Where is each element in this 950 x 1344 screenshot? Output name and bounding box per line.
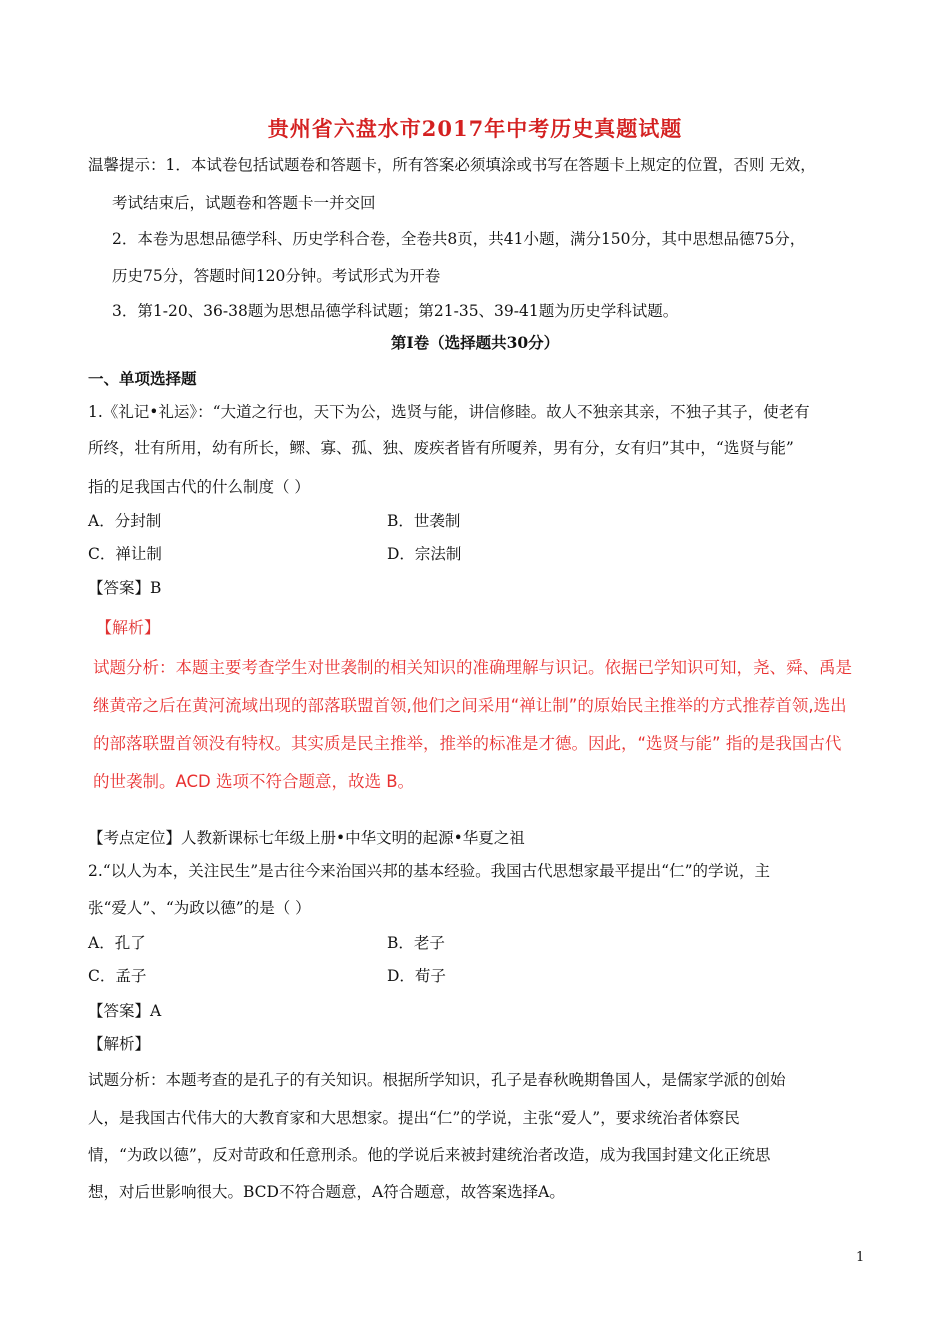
question-1-line: 所终，壮有所用，幼有所长，鳏、寡、孤、独、废疾者皆有所嗄养，男有分，女有归”其中，“选贤与能” xyxy=(88,439,794,457)
question-2-line: 张“爱人”、“为政以德”的是（ ） xyxy=(88,899,311,917)
question-2-line: 2.“以人为本，关注民生”是古往今来治国兴邦的基本经验。我国古代思想家最平提出“仁”的学说，主 xyxy=(88,862,770,880)
question-1-option-b: B．世袭制 xyxy=(387,512,461,530)
question-1-option-a: A．分封制 xyxy=(88,512,162,530)
question-1-answer: 【答案】B xyxy=(88,579,162,597)
question-2-analysis-line: 想，对后世影响很大。BCD不符合题意，A符合题意，故答案选择A。 xyxy=(88,1183,565,1201)
question-2-analysis-label: 【解析】 xyxy=(88,1035,151,1053)
question-2-analysis-line: 情，“为政以德”，反对苛政和任意刑杀。他的学说后来被封建统治者改造，成为我国封建文化正统思 xyxy=(88,1146,771,1164)
question-1-kaodian: 【考点定位】人教新课标七年级上册•中华文明的起源•华夏之祖 xyxy=(88,829,525,847)
question-2-option-c: C．孟子 xyxy=(88,967,147,985)
question-2-option-d: D．荀子 xyxy=(387,967,446,985)
part-title: 一、单项选择题 xyxy=(88,369,197,388)
tip-line: 3．第1-20、36-38题为思想品德学科试题；第21-35、39-41题为历史学科试题。 xyxy=(112,302,679,320)
question-1-option-d: D．宗法制 xyxy=(387,545,462,563)
tip-line: 温馨提示：1．本试卷包括试题卷和答题卡，所有答案必须填涂或书写在答题卡上规定的位置，否则 无效， xyxy=(88,156,816,174)
question-1-analysis-line: 的部落联盟首领没有特权。其实质是民主推举，推举的标准是才德。因此，“选贤与能” 指的是我国古代 xyxy=(93,734,842,753)
tip-line: 考试结束后，试题卷和答题卡一并交回 xyxy=(112,194,376,212)
question-2-option-b: B．老子 xyxy=(387,934,445,952)
question-1-analysis-label: 【解析】 xyxy=(96,618,161,637)
question-1-line: 指的足我国古代的什么制度（ ） xyxy=(88,478,310,496)
question-1-analysis-line: 的世袭制。ACD 选项不符合题意，故选 B。 xyxy=(93,772,415,791)
question-1-line: 1.《礼记•礼运》：“大道之行也，天下为公，选贤与能，讲信修睦。故人不独亲其亲，不独子其子，使老有 xyxy=(88,403,810,421)
question-1-option-c: C．禅让制 xyxy=(88,545,162,563)
page-number: 1 xyxy=(856,1250,865,1265)
question-1-analysis-line: 试题分析：本题主要考查学生对世袭制的相关知识的准确理解与识记。依据已学知识可知，尧、舜、禹是 xyxy=(93,658,852,677)
question-2-analysis-line: 试题分析：本题考查的是孔子的有关知识。根据所学知识，孔子是春秋晚期鲁国人，是儒家学派的创始 xyxy=(88,1071,786,1089)
tip-line: 历史75分，答题时间120分钟。考试形式为开卷 xyxy=(112,267,441,285)
question-2-answer: 【答案】A xyxy=(88,1002,162,1020)
tip-line: 2．本卷为思想品德学科、历史学科合卷，全卷共8页，共41小题，满分150分，其中思想品德75分， xyxy=(112,230,806,248)
question-2-option-a: A．孔了 xyxy=(88,934,146,952)
section-title: 第I卷（选择题共30分） xyxy=(390,333,560,352)
question-2-analysis-line: 人，是我国古代伟大的大教育家和大思想家。提出“仁”的学说，主张“爱人”，要求统治者体察民 xyxy=(88,1109,740,1127)
page-title: 贵州省六盘水市2017年中考历史真题试题 xyxy=(267,116,683,141)
question-1-analysis-line: 继黄帝之后在黄河流域出现的部落联盟首领,他们之间采用“禅让制”的原始民主推举的方式推荐首领,选出 xyxy=(93,696,847,715)
